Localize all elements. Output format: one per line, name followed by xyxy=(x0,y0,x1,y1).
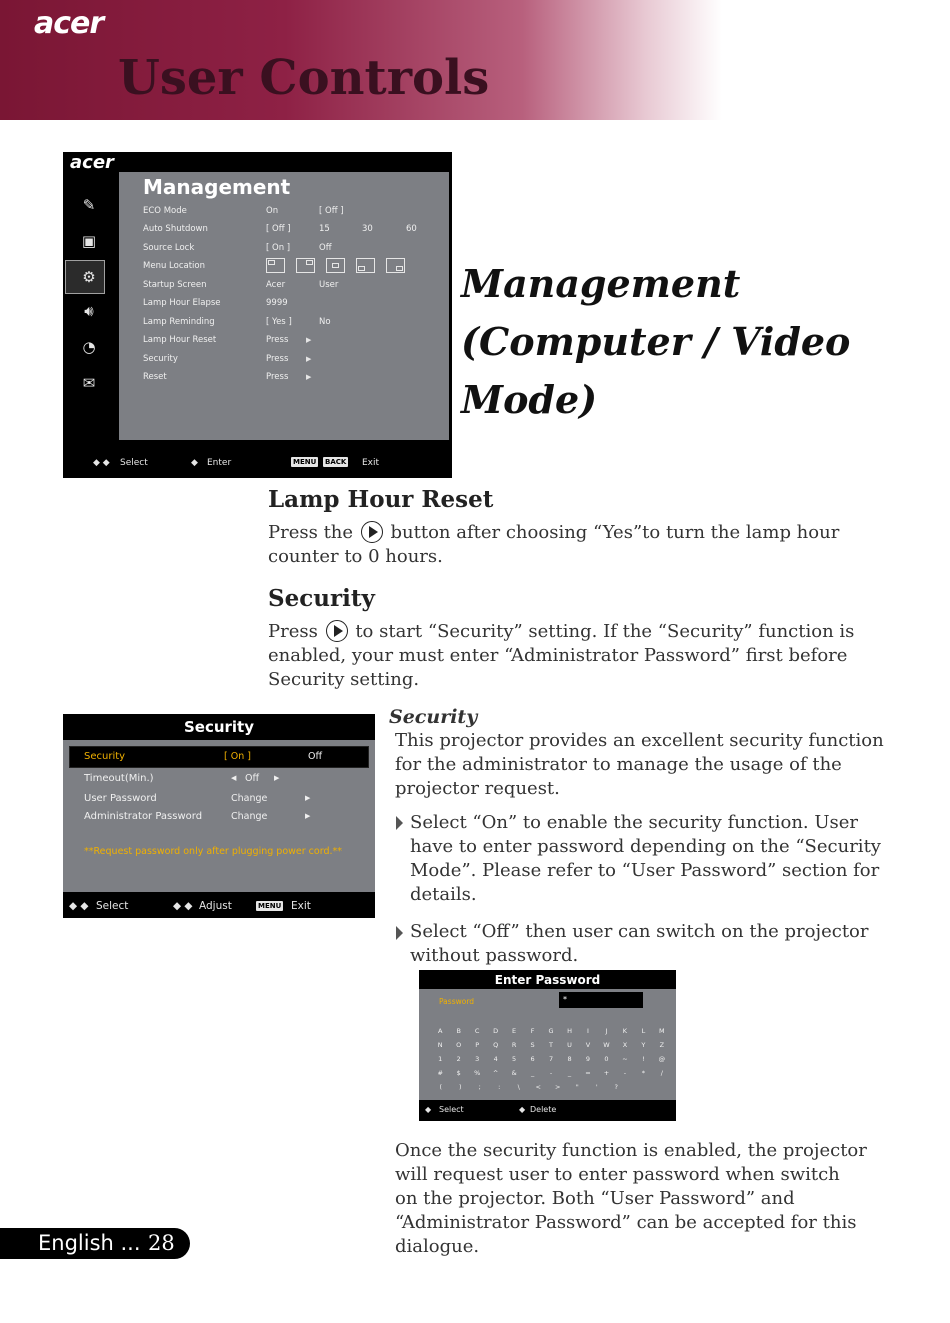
reset-press: Press xyxy=(266,372,289,382)
management-icon: ⚙ xyxy=(82,268,96,286)
text-line: without password. xyxy=(410,945,579,966)
keyboard-key: ) xyxy=(458,1083,462,1091)
security-press: Press xyxy=(266,354,289,364)
shutdown-30: 30 xyxy=(362,224,373,234)
keyboard-key: $ xyxy=(456,1069,461,1077)
keyboard-key: 5 xyxy=(512,1055,517,1063)
text-line: on the projector. Both “User Password” and xyxy=(395,1188,795,1209)
panel-title: Management xyxy=(143,175,291,199)
location-center-icon xyxy=(326,258,345,273)
play-button-icon xyxy=(361,521,383,543)
row-user-password: User Password xyxy=(84,793,157,804)
keyboard-row xyxy=(431,1083,671,1097)
audio-icon: 🔊︎ xyxy=(84,302,94,320)
shutdown-60: 60 xyxy=(406,224,417,234)
security-desc-intro xyxy=(395,729,884,801)
keyboard-key: E xyxy=(512,1027,517,1035)
updown-icon: ◆ xyxy=(425,1105,432,1114)
timeout-value: Off xyxy=(245,773,260,784)
row-source-lock: Source Lock xyxy=(143,243,195,253)
heading-line-3: Mode) xyxy=(461,377,598,422)
management-osd xyxy=(63,152,452,478)
keyboard-row xyxy=(431,1069,671,1083)
keyboard-key: ( xyxy=(439,1083,443,1091)
keyboard-key: " xyxy=(575,1083,579,1091)
security-desc-title: Security xyxy=(389,706,478,728)
source-lock-on: [ On ] xyxy=(266,243,291,253)
text-line: This projector provides an excellent security function xyxy=(395,730,884,751)
text-line: projector request. xyxy=(395,778,560,799)
header-band xyxy=(0,0,950,120)
footer-select: Select xyxy=(120,458,148,468)
admin-password-change: Change xyxy=(231,811,268,822)
keyboard-key: U xyxy=(567,1041,572,1049)
keyboard-key: - xyxy=(623,1069,627,1077)
arrow-right-icon: ▶ xyxy=(274,774,280,782)
keyboard-key: / xyxy=(660,1069,663,1077)
source-lock-off: Off xyxy=(319,243,332,253)
right-icon: ◆ xyxy=(191,458,198,468)
text-line: Security setting. xyxy=(268,669,420,690)
keyboard-key: \ xyxy=(517,1083,520,1091)
keyboard-key: O xyxy=(456,1041,462,1049)
text-fragment: Press xyxy=(268,621,318,642)
menu-key: MENU xyxy=(293,458,317,466)
keyboard-key: 7 xyxy=(548,1055,554,1063)
page-number: 28 xyxy=(148,1231,175,1255)
keyboard-key: D xyxy=(493,1027,499,1035)
keyboard-key: K xyxy=(622,1027,628,1035)
password-field: * xyxy=(559,992,643,1008)
heading-line-1: Management xyxy=(461,261,741,306)
heading-line-2: (Computer / Video xyxy=(461,319,851,364)
keyboard-key: 6 xyxy=(530,1055,535,1063)
eco-on: On xyxy=(266,206,279,216)
management-panel xyxy=(119,172,449,440)
keyboard-key: G xyxy=(548,1027,554,1035)
keyboard-key: Z xyxy=(659,1041,665,1049)
text-line: counter to 0 hours. xyxy=(268,546,443,567)
arrow-right-icon: ▶ xyxy=(305,812,311,820)
updown-icon: ◆ ◆ xyxy=(69,900,89,912)
keyboard-key: J xyxy=(605,1027,608,1035)
keyboard-key: & xyxy=(511,1069,517,1077)
keyboard-key: B xyxy=(456,1027,461,1035)
keyboard-key: 0 xyxy=(604,1055,609,1063)
keyboard-key: = xyxy=(585,1069,591,1077)
text-line: enabled, your must enter “Administrator Password” first before xyxy=(268,645,848,666)
footer-adjust: Adjust xyxy=(199,900,232,912)
keyboard-key: 2 xyxy=(456,1055,461,1063)
text-line: Select “Off” then user can switch on the projector xyxy=(410,921,869,942)
bullet-arrow-icon xyxy=(396,816,403,830)
keyboard-key: I xyxy=(587,1027,589,1035)
reminding-no: No xyxy=(319,317,331,327)
security-title: Security xyxy=(268,585,375,612)
keyboard-key: H xyxy=(567,1027,572,1035)
reminding-yes: [ Yes ] xyxy=(266,317,292,327)
lamp-hour-reset-title: Lamp Hour Reset xyxy=(268,486,494,513)
footer-exit: Exit xyxy=(362,458,380,468)
security-off: Off xyxy=(308,751,323,762)
keyboard-key: Q xyxy=(493,1041,499,1049)
arrow-right-icon: ▶ xyxy=(306,355,312,363)
keyboard-key: 9 xyxy=(585,1055,591,1063)
keyboard-row xyxy=(431,1041,671,1055)
row-admin-password: Administrator Password xyxy=(84,811,203,822)
keyboard-row xyxy=(431,1027,671,1041)
page-number-tab xyxy=(0,1228,190,1259)
timer-icon: ◔ xyxy=(82,338,96,356)
location-top-right-icon xyxy=(296,258,315,273)
keyboard-key: C xyxy=(474,1027,480,1035)
keyboard-key: ' xyxy=(595,1083,598,1091)
security-on: [ On ] xyxy=(224,751,251,762)
keyboard-key: : xyxy=(498,1083,501,1091)
text-line: Once the security function is enabled, the projector xyxy=(395,1140,867,1161)
row-timeout: Timeout(Min.) xyxy=(84,773,154,784)
shutdown-15: 15 xyxy=(319,224,330,234)
arrow-right-icon: ▶ xyxy=(306,373,312,381)
back-key: BACK xyxy=(325,458,347,466)
menu-key: MENU xyxy=(258,902,282,910)
eco-off: [ Off ] xyxy=(319,206,344,216)
keyboard-key: 3 xyxy=(475,1055,480,1063)
password-osd xyxy=(419,970,676,1121)
keyboard-key: ^ xyxy=(492,1069,499,1077)
location-bottom-right-icon xyxy=(386,258,405,273)
row-auto-shutdown: Auto Shutdown xyxy=(143,224,208,234)
text-fragment: Press the xyxy=(268,522,354,543)
bullet-arrow-icon xyxy=(396,926,403,940)
security-bullet-2 xyxy=(410,920,869,968)
keyboard-key: M xyxy=(659,1027,665,1035)
section-heading xyxy=(461,255,850,429)
row-security: Security xyxy=(84,751,126,762)
language-label: English ... xyxy=(38,1231,141,1255)
left-icon: ◆ xyxy=(519,1105,526,1114)
arrow-left-icon: ◀ xyxy=(231,774,237,782)
startup-acer: Acer xyxy=(266,280,286,290)
keyboard-key: 8 xyxy=(567,1055,572,1063)
osd-title: Security xyxy=(183,718,255,736)
footer-select: Select xyxy=(439,1105,464,1114)
osd-logo: acer xyxy=(70,152,114,173)
keyboard-key: S xyxy=(530,1041,535,1049)
text-line: have to enter password depending on the “Security xyxy=(410,836,881,857)
keyboard-key: X xyxy=(622,1041,628,1049)
text-line: dialogue. xyxy=(395,1236,480,1257)
lamp-hours-value: 9999 xyxy=(266,298,288,308)
keyboard-key: _ xyxy=(530,1069,535,1077)
keyboard-key: ! xyxy=(642,1055,645,1063)
text-line: “Administrator Password” can be accepted for this xyxy=(395,1212,857,1233)
keyboard-key: ; xyxy=(478,1083,481,1091)
keyboard-key: - xyxy=(549,1069,553,1077)
keyboard-key: P xyxy=(475,1041,480,1049)
text-line: details. xyxy=(410,884,477,905)
on-screen-keyboard xyxy=(431,1027,671,1097)
keyboard-key: F xyxy=(530,1027,535,1035)
keyboard-key: T xyxy=(549,1041,554,1049)
keyboard-row xyxy=(431,1055,671,1069)
keyboard-key: A xyxy=(438,1027,443,1035)
lamp-reset-press: Press xyxy=(266,335,289,345)
keyboard-key: R xyxy=(511,1041,517,1049)
keyboard-key: # xyxy=(437,1069,443,1077)
page-title: User Controls xyxy=(118,50,490,106)
keyboard-key: 1 xyxy=(438,1055,443,1063)
keyboard-key: * xyxy=(641,1069,646,1077)
row-startup-screen: Startup Screen xyxy=(143,280,207,290)
color-icon: ✎ xyxy=(82,196,96,214)
password-label: Password xyxy=(439,997,475,1006)
lamp-hour-reset-text xyxy=(268,521,839,569)
keyboard-key: % xyxy=(474,1069,481,1077)
keyboard-key: + xyxy=(603,1069,610,1077)
keyboard-key: < xyxy=(535,1083,541,1091)
image-icon: ▣ xyxy=(81,232,97,250)
play-button-icon xyxy=(326,620,348,642)
text-line: will request user to enter password when switch xyxy=(395,1164,840,1185)
location-top-left-icon xyxy=(266,258,285,273)
text-fragment: button after choosing “Yes”to turn the lamp hour xyxy=(390,522,840,543)
footer-exit: Exit xyxy=(291,900,311,912)
row-menu-location: Menu Location xyxy=(143,261,205,271)
keyboard-key: @ xyxy=(658,1055,666,1063)
footer-select: Select xyxy=(96,900,129,912)
text-line: Mode”. Please refer to “User Password” section for xyxy=(410,860,880,881)
security-panel xyxy=(63,740,375,892)
keyboard-key: V xyxy=(585,1041,591,1049)
keyboard-key: 4 xyxy=(493,1055,498,1063)
updown-icon: ◆ ◆ xyxy=(93,458,110,468)
closing-paragraph xyxy=(395,1139,867,1259)
security-note: **Request password only after plugging power cord.** xyxy=(84,846,343,857)
row-reset: Reset xyxy=(143,372,167,382)
text-line: Select “On” to enable the security function. User xyxy=(410,812,859,833)
text-fragment: to start “Security” setting. If the “Security” function is xyxy=(355,621,855,642)
password-panel xyxy=(419,989,676,1100)
footer-delete: Delete xyxy=(530,1105,557,1114)
text-line: for the administrator to manage the usage of the xyxy=(395,754,842,775)
security-bullet-1 xyxy=(410,811,881,907)
security-osd xyxy=(63,714,375,918)
shutdown-off: [ Off ] xyxy=(266,224,291,234)
row-lamp-hour-elapse: Lamp Hour Elapse xyxy=(143,298,221,308)
keyboard-key: L xyxy=(641,1027,646,1035)
brand-logo: acer xyxy=(34,6,104,41)
keyboard-key: Y xyxy=(641,1041,646,1049)
keyboard-key: N xyxy=(437,1041,443,1049)
arrow-right-icon: ▶ xyxy=(306,336,312,344)
arrow-right-icon: ▶ xyxy=(305,794,311,802)
keyboard-key: ~ xyxy=(622,1055,628,1063)
keyboard-key: ? xyxy=(614,1083,618,1091)
startup-user: User xyxy=(319,280,339,290)
location-bottom-left-icon xyxy=(356,258,375,273)
row-lamp-reminding: Lamp Reminding xyxy=(143,317,215,327)
osd-title: Enter Password xyxy=(494,973,601,987)
user-password-change: Change xyxy=(231,793,268,804)
row-eco-mode: ECO Mode xyxy=(143,206,187,216)
security-text xyxy=(268,620,854,692)
leftright-icon: ◆ ◆ xyxy=(173,900,193,912)
language-icon: ✉ xyxy=(82,374,96,392)
row-lamp-hour-reset: Lamp Hour Reset xyxy=(143,335,217,345)
keyboard-key: W xyxy=(603,1041,610,1049)
keyboard-key: > xyxy=(555,1083,561,1091)
footer-enter: Enter xyxy=(207,458,232,468)
row-security: Security xyxy=(143,354,178,364)
keyboard-key: _ xyxy=(567,1069,572,1077)
